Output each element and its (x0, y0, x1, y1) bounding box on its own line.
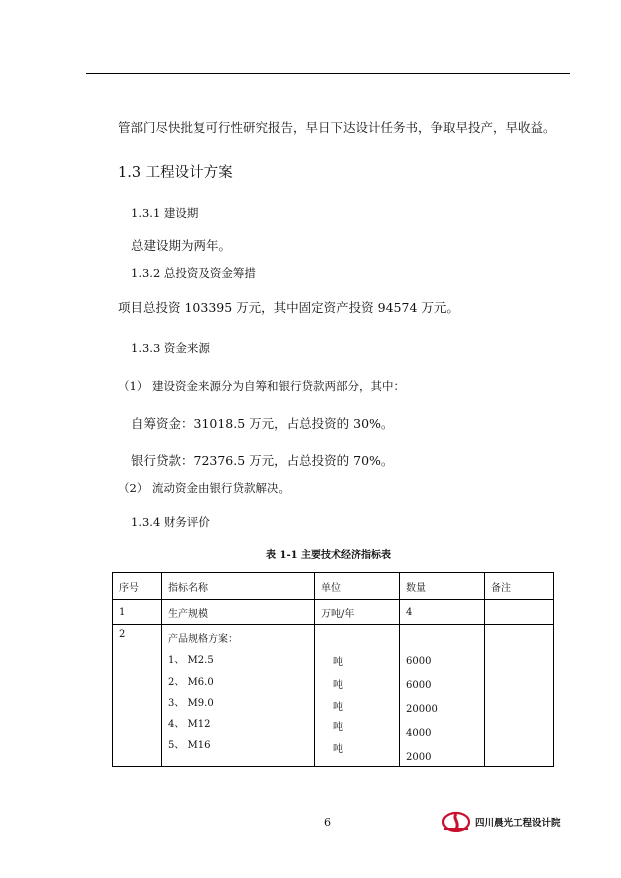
product-spec-title: 产品规格方案： (168, 634, 238, 645)
cell-product-spec (162, 625, 315, 767)
unit-value: 吨 (333, 657, 343, 668)
table-row (113, 625, 554, 767)
paragraph-total-investment: 项目总投资 103395 万元，其中固定资产投资 94574 万元。 (118, 300, 459, 315)
subheading-1-3-2: 1.3.2 总投资及资金筹措 (131, 266, 256, 280)
cell-note (485, 625, 554, 767)
header-cell-qty: 数量 (400, 573, 485, 600)
product-spec-item: 4、 M12 (168, 719, 211, 730)
product-spec-item: 2、 M6.0 (168, 677, 214, 688)
paragraph-funding-source-1: （1） 建设资金来源分为自筹和银行贷款两部分，其中： (118, 379, 405, 393)
unit-value: 吨 (333, 702, 343, 713)
quantity-value: 2000 (406, 752, 432, 763)
page-number: 6 (324, 816, 331, 829)
cell-quantities (400, 625, 485, 767)
quantity-value: 6000 (406, 680, 432, 691)
cell-qty: 4 (400, 600, 485, 625)
header-rule (86, 73, 570, 74)
header-cell-unit: 单位 (315, 573, 400, 600)
company-name: 四川晨光工程设计院 (475, 818, 561, 829)
subheading-1-3-3: 1.3.3 资金来源 (131, 341, 210, 355)
indicator-table (112, 572, 554, 767)
header-cell-no: 序号 (113, 573, 162, 600)
paragraph-funding-source-2: （2） 流动资金由银行贷款解决。 (118, 481, 290, 495)
paragraph-continued: 管部门尽快批复可行性研究报告，早日下达设计任务书，争取早投产，早收益。 (118, 120, 556, 135)
section-heading-1-3: 1.3 工程设计方案 (118, 165, 233, 181)
subheading-1-3-1: 1.3.1 建设期 (131, 206, 199, 220)
paragraph-bank-loan: 银行贷款：72376.5 万元，占总投资的 70%。 (131, 453, 394, 468)
quantity-value: 4000 (406, 728, 432, 739)
header-cell-note: 备注 (485, 573, 554, 600)
cell-unit: 万吨/年 (315, 600, 400, 625)
table-header-row (113, 573, 554, 600)
table-row (113, 600, 554, 625)
cell-note (485, 600, 554, 625)
cell-name: 生产规模 (162, 600, 315, 625)
company-logo-icon (441, 811, 471, 833)
header-cell-name: 指标名称 (162, 573, 315, 600)
unit-value: 吨 (333, 722, 343, 733)
cell-units (315, 625, 400, 767)
paragraph-construction-period: 总建设期为两年。 (131, 238, 232, 253)
cell-no: 2 (113, 625, 162, 767)
product-spec-item: 3、 M9.0 (168, 698, 214, 709)
paragraph-self-funding: 自筹资金：31018.5 万元，占总投资的 30%。 (131, 416, 394, 431)
product-spec-item: 1、 M2.5 (168, 655, 214, 666)
unit-value: 吨 (333, 744, 343, 755)
subheading-1-3-4: 1.3.4 财务评价 (131, 515, 210, 529)
cell-no: 1 (113, 600, 162, 625)
quantity-value: 20000 (406, 704, 438, 715)
table-caption: 表 1-1 主要技术经济指标表 (266, 550, 392, 561)
quantity-value: 6000 (406, 656, 432, 667)
product-spec-item: 5、 M16 (168, 740, 211, 751)
unit-value: 吨 (333, 680, 343, 691)
